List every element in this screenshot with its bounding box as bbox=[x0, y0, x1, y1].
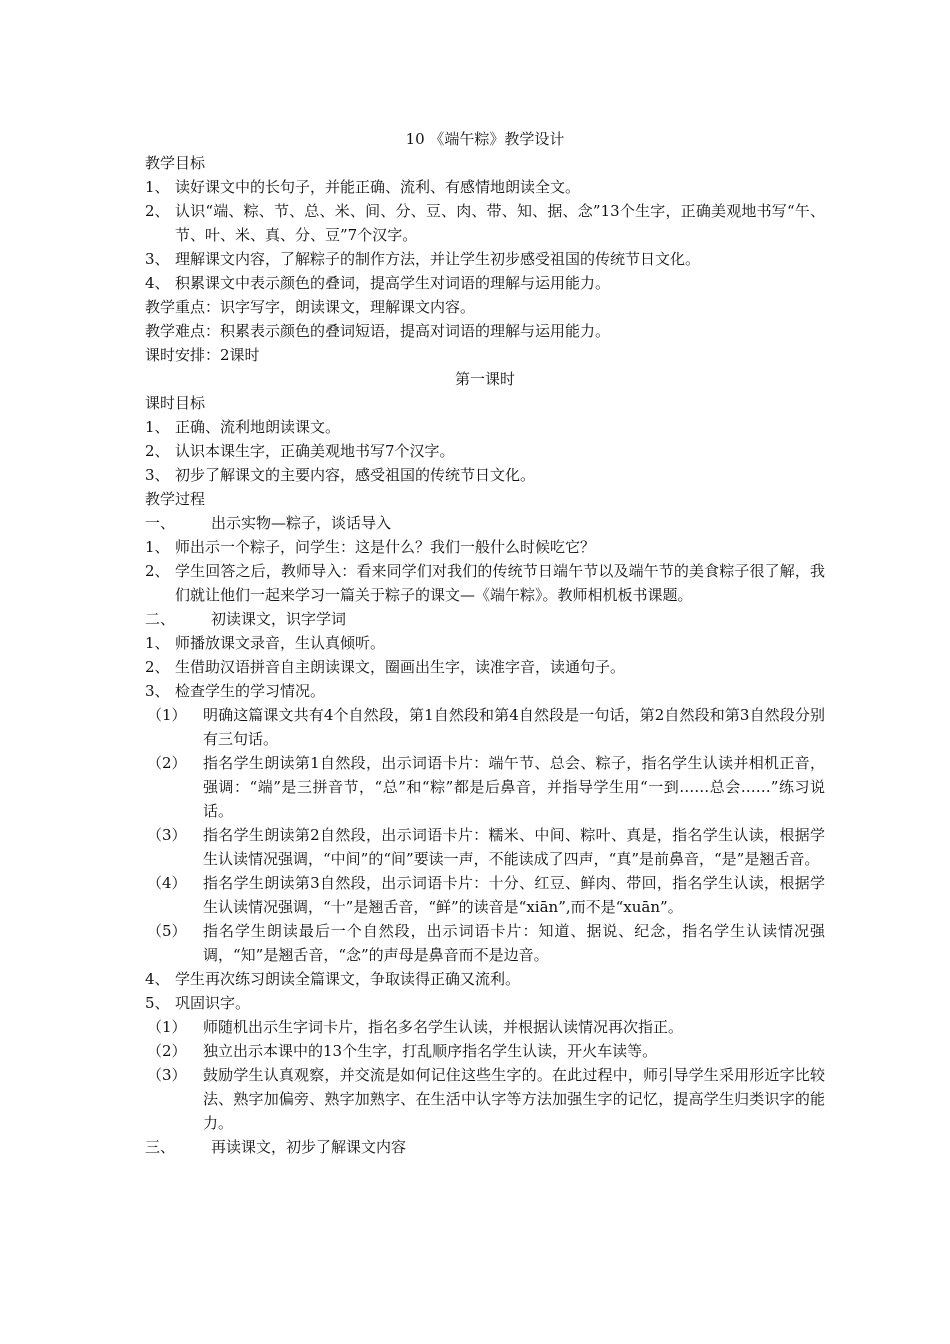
process-text: 学生回答之后，教师导入：看来同学们对我们的传统节日端午节以及端午节的美食粽子很了解，我们就让他们一起来学习一篇关于粽子的课文—《端午粽》。教师相机板书课题。 bbox=[175, 562, 825, 604]
lesson-goal-text: 初步了解课文的主要内容，感受祖国的传统节日文化。 bbox=[175, 466, 536, 484]
section-number: 一、 bbox=[145, 514, 176, 532]
check-number: （5） bbox=[147, 922, 187, 940]
process-item bbox=[145, 559, 825, 607]
consolidate-item bbox=[147, 1063, 825, 1135]
lesson-goal-item bbox=[145, 415, 825, 439]
consolidate-number: （1） bbox=[147, 1018, 187, 1036]
section-heading bbox=[145, 607, 825, 631]
process-item bbox=[145, 679, 825, 703]
consolidate-number: （3） bbox=[147, 1066, 187, 1084]
difficulties: 教学难点：积累表示颜色的叠词短语，提高对词语的理解与运用能力。 bbox=[145, 322, 611, 340]
process-number: 5、 bbox=[145, 994, 170, 1012]
document-body bbox=[145, 127, 825, 1159]
lesson-title: 第一课时 bbox=[454, 370, 515, 388]
check-text: 明确这篇课文共有4个自然段，第1自然段和第4自然段是一句话，第2自然段和第3自然段分别有三句话。 bbox=[203, 706, 825, 748]
lesson-goal-number: 1、 bbox=[145, 418, 170, 436]
check-number: （4） bbox=[147, 874, 187, 892]
goal-text: 认识“端、粽、节、总、米、间、分、豆、肉、带、知、据、念”13个生字，正确美观地书写“午、节、叶、米、真、分、豆”7个汉字。 bbox=[175, 202, 825, 244]
lesson-goals-heading: 课时目标 bbox=[145, 394, 206, 412]
lesson-goal-text: 认识本课生字，正确美观地书写7个汉字。 bbox=[175, 442, 455, 460]
lesson-goal-number: 2、 bbox=[145, 442, 170, 460]
process-text: 师播放课文录音，生认真倾听。 bbox=[175, 634, 386, 652]
consolidate-text: 鼓励学生认真观察，并交流是如何记住这些生字的。在此过程中，师引导学生采用形近字比较法、熟字加偏旁、熟字加熟字、在生活中认字等方法加强生字的记忆，提高学生归类识字的能力。 bbox=[203, 1066, 825, 1132]
process-number: 2、 bbox=[145, 658, 170, 676]
process-text: 生借助汉语拼音自主朗读课文，圈画出生字，读准字音，读通句子。 bbox=[175, 658, 626, 676]
consolidate-text: 独立出示本课中的13个生字，打乱顺序指名学生认读，开火车读等。 bbox=[203, 1042, 658, 1060]
check-number: （3） bbox=[147, 826, 187, 844]
check-text: 指名学生朗读第1自然段，出示词语卡片：端午节、总会、粽子，指名学生认读并相机正音，强调：“端”是三拼音节，“总”和“粽”都是后鼻音，并指导学生用“一到……总会……”练习说话。 bbox=[203, 754, 825, 820]
schedule: 课时安排：2课时 bbox=[145, 346, 260, 364]
goal-number: 1、 bbox=[145, 178, 170, 196]
goals-heading: 教学目标 bbox=[145, 154, 206, 172]
check-item bbox=[147, 751, 825, 823]
check-text: 指名学生朗读第2自然段，出示词语卡片：糯米、中间、粽叶、真是，指名学生认读，根据学生认读情况强调，“中间”的“间”要读一声，不能读成了四声，“真”是前鼻音，“是”是翘舌音。 bbox=[203, 826, 825, 868]
check-item bbox=[147, 823, 825, 871]
goal-number: 2、 bbox=[145, 202, 170, 220]
process-number: 4、 bbox=[145, 970, 170, 988]
check-text: 指名学生朗读第3自然段，出示词语卡片：十分、红豆、鲜肉、带回，指名学生认读，根据学生认读情况强调，“十”是翘舌音，“鲜”的读音是“xiān”,而不是“xuān”。 bbox=[203, 874, 825, 916]
section-title: 初读课文，识字学词 bbox=[211, 610, 347, 628]
process-text: 巩固识字。 bbox=[175, 994, 251, 1012]
consolidate-item bbox=[147, 1039, 825, 1063]
section-heading bbox=[145, 1135, 825, 1159]
document-title: 10 《端午粽》教学设计 bbox=[405, 130, 565, 148]
check-item bbox=[147, 919, 825, 967]
goal-item bbox=[145, 175, 825, 199]
consolidate-text: 师随机出示生字词卡片，指名多名学生认读，并根据认读情况再次指正。 bbox=[203, 1018, 684, 1036]
process-item bbox=[145, 991, 825, 1015]
section-title: 再读课文，初步了解课文内容 bbox=[211, 1138, 407, 1156]
section-heading bbox=[145, 511, 825, 535]
process-number: 3、 bbox=[145, 682, 170, 700]
goal-number: 4、 bbox=[145, 274, 170, 292]
goal-item bbox=[145, 199, 825, 247]
goal-text: 读好课文中的长句子，并能正确、流利、有感情地朗读全文。 bbox=[175, 178, 581, 196]
consolidate-number: （2） bbox=[147, 1042, 187, 1060]
check-number: （2） bbox=[147, 754, 187, 772]
consolidate-item bbox=[147, 1015, 825, 1039]
check-item bbox=[147, 703, 825, 751]
lesson-goal-number: 3、 bbox=[145, 466, 170, 484]
section-number: 二、 bbox=[145, 610, 176, 628]
lesson-goal-item bbox=[145, 463, 825, 487]
process-item bbox=[145, 535, 825, 559]
lesson-goal-text: 正确、流利地朗读课文。 bbox=[175, 418, 341, 436]
key-points: 教学重点：识字写字，朗读课文，理解课文内容。 bbox=[145, 298, 476, 316]
check-text: 指名学生朗读最后一个自然段，出示词语卡片：知道、据说、纪念，指名学生认读情况强调，“知”是翘舌音，“念”的声母是鼻音而不是边音。 bbox=[203, 922, 825, 964]
lesson-goal-item bbox=[145, 439, 825, 463]
process-number: 2、 bbox=[145, 562, 170, 580]
section-number: 三、 bbox=[145, 1138, 176, 1156]
process-item bbox=[145, 631, 825, 655]
goal-number: 3、 bbox=[145, 250, 170, 268]
goal-text: 理解课文内容，了解粽子的制作方法，并让学生初步感受祖国的传统节日文化。 bbox=[175, 250, 701, 268]
goal-text: 积累课文中表示颜色的叠词，提高学生对词语的理解与运用能力。 bbox=[175, 274, 611, 292]
process-item bbox=[145, 967, 825, 991]
goal-item bbox=[145, 271, 825, 295]
process-number: 1、 bbox=[145, 538, 170, 556]
check-item bbox=[147, 871, 825, 919]
process-text: 学生再次练习朗读全篇课文，争取读得正确又流利。 bbox=[175, 970, 521, 988]
goal-item bbox=[145, 247, 825, 271]
process-text: 师出示一个粽子，问学生：这是什么？我们一般什么时候吃它？ bbox=[175, 538, 596, 556]
process-number: 1、 bbox=[145, 634, 170, 652]
process-item bbox=[145, 655, 825, 679]
process-heading: 教学过程 bbox=[145, 490, 206, 508]
check-number: （1） bbox=[147, 706, 187, 724]
process-text: 检查学生的学习情况。 bbox=[175, 682, 326, 700]
section-title: 出示实物—粽子，谈话导入 bbox=[211, 514, 392, 532]
